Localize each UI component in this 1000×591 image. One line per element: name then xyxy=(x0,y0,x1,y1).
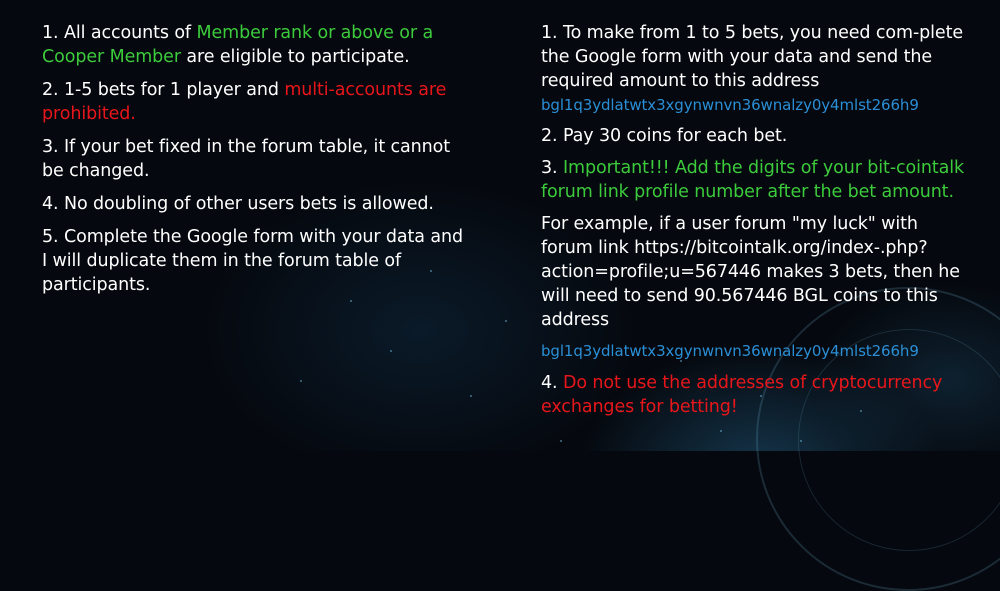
rule-number: 3. xyxy=(42,137,59,157)
rule-number: 1. xyxy=(541,23,558,43)
particle-dot xyxy=(505,320,507,322)
example-paragraph xyxy=(541,212,971,332)
particle-dot xyxy=(720,430,722,432)
rule-item xyxy=(541,371,971,419)
rule-item xyxy=(541,21,971,116)
rule-highlight-red: Do not use the addresses of cryptocurrency exchanges for betting! xyxy=(541,373,943,417)
rule-number: 1. xyxy=(42,23,59,43)
rule-item xyxy=(42,225,472,297)
wallet-address: bgl1q3ydlatwtx3xgynwnvn36wnalzy0y4mlst266h9 xyxy=(541,96,919,114)
rule-text: Complete the Google form with your data and I will duplicate them in the forum table of participants. xyxy=(42,227,463,295)
rule-item xyxy=(42,192,472,216)
particle-dot xyxy=(800,440,802,442)
rule-text: If your bet fixed in the forum table, it cannot be changed. xyxy=(42,137,451,181)
particle-dot xyxy=(300,380,302,382)
wallet-address: bgl1q3ydlatwtx3xgynwnvn36wnalzy0y4mlst266h9 xyxy=(541,342,919,360)
rule-number: 5. xyxy=(42,227,59,247)
rule-text: To make from 1 to 5 bets, you need com-plete the Google form with your data and send the required amount to this address xyxy=(541,23,964,91)
rule-highlight-red: multi-accounts are prohibited. xyxy=(42,80,447,124)
left-rules-column xyxy=(42,21,472,306)
rule-text: No doubling of other users bets is allowed. xyxy=(63,194,434,214)
rule-number: 2. xyxy=(541,126,558,146)
rule-number: 4. xyxy=(541,373,558,393)
rule-text: Pay 30 coins for each bet. xyxy=(562,126,788,146)
rule-highlight-green: Important!!! Add the digits of your bit-cointalk forum link profile number after the bet amount. xyxy=(541,158,965,202)
rule-number: 3. xyxy=(541,158,558,178)
particle-dot xyxy=(390,350,392,352)
rule-highlight-green: Member rank or above or a Cooper Member xyxy=(42,23,434,67)
rule-item xyxy=(42,78,472,126)
rule-item xyxy=(541,156,971,204)
rule-item xyxy=(42,21,472,69)
right-rules-column xyxy=(541,21,971,427)
rule-number: 2. xyxy=(42,80,59,100)
particle-dot xyxy=(470,395,472,397)
example-text: For example, if a user forum "my luck" with forum link https://bitcointalk.org/index-.php?action=profile;u=567446 makes 3 bets, then he will need to send 90.567446 BGL coins to this address xyxy=(541,214,960,330)
rule-text: 1-5 bets for 1 player and xyxy=(63,80,279,100)
rule-item xyxy=(541,124,971,148)
rule-text: All accounts of xyxy=(63,23,191,43)
particle-dot xyxy=(560,440,562,442)
rule-item xyxy=(42,135,472,183)
rule-number: 4. xyxy=(42,194,59,214)
rule-text: are eligible to participate. xyxy=(186,47,410,67)
